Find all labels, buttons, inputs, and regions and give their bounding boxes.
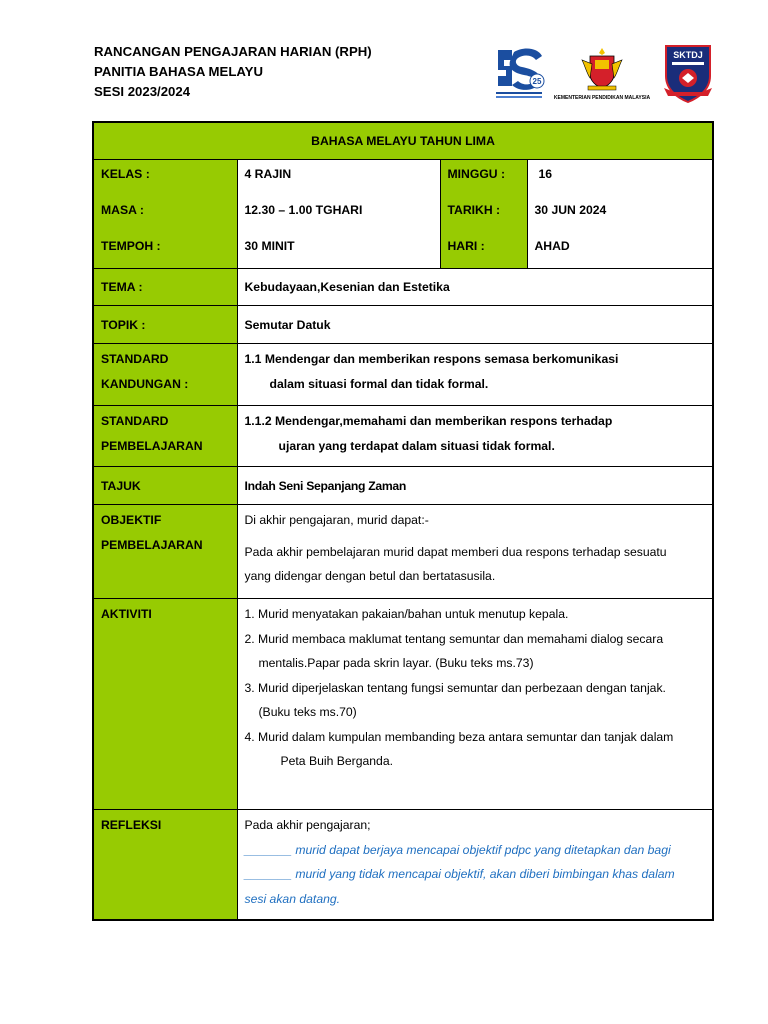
masa-value: 12.30 – 1.00 TGHARI: [244, 203, 363, 217]
logo-number: 25: [532, 77, 542, 86]
standard-pembelajaran-label: [93, 406, 237, 467]
sp-value-line2: ujaran yang terdapat dalam situasi tidak formal.: [278, 438, 555, 453]
objektif-line1: Di akhir pengajaran, murid dapat:-: [244, 513, 429, 527]
school-badge: [658, 44, 718, 109]
objektif-label-line2: PEMBELAJARAN: [101, 537, 203, 552]
info-values-cell-2: [527, 160, 713, 269]
logo-strip: [490, 44, 718, 102]
tajuk-label: TAJUK: [93, 467, 237, 505]
masa-label: MASA :: [101, 203, 144, 217]
sk-value-line1: 1.1 Mendengar dan memberikan respons semasa berkomunikasi: [244, 352, 619, 366]
sp-label-line1: STANDARD: [101, 414, 169, 428]
sp-label-line2: PEMBELAJARAN: [101, 438, 203, 453]
kelas-label: KELAS :: [101, 167, 150, 181]
header-session: SESI 2023/2024: [94, 84, 191, 99]
aktiviti-label: [93, 599, 237, 810]
hari-value: AHAD: [534, 239, 570, 253]
aktiviti-label-text: AKTIVITI: [101, 607, 152, 621]
minggu-value: 16: [538, 167, 553, 181]
aktiviti-item-4: 4. Murid dalam kumpulan membanding beza antara semuntar dan tanjak dalam: [244, 729, 674, 744]
aktiviti-item-2: 2. Murid membaca maklumat tentang semuntar dan memahami dialog secara: [244, 631, 664, 646]
document-header: [94, 42, 372, 102]
info-labels-cell: [93, 160, 237, 269]
anniversary-logo: [492, 44, 546, 105]
refleksi-intro: Pada akhir pengajaran;: [244, 818, 371, 832]
ministry-caption: KEMENTERIAN PENDIDIKAN MALAYSIA: [553, 95, 651, 101]
objektif-label-line1: OBJEKTIF: [101, 513, 162, 527]
aktiviti-item-1: 1. Murid menyatakan pakaian/bahan untuk menutup kepala.: [244, 607, 569, 621]
aktiviti-item-3-cont: (Buku teks ms.70): [258, 705, 357, 719]
tempoh-value: 30 MINIT: [244, 239, 295, 253]
standard-pembelajaran-value: [237, 406, 713, 467]
refleksi-label: [93, 810, 237, 920]
info-labels-cell-2: [440, 160, 527, 269]
refleksi-line3: sesi akan datang.: [244, 891, 341, 906]
info-values-cell: [237, 160, 440, 269]
standard-kandungan-value: [237, 344, 713, 406]
objektif-value: [237, 505, 713, 599]
school-badge-text: SKTDJ: [673, 50, 703, 60]
refleksi-value: [237, 810, 713, 920]
objektif-line2: Pada akhir pembelajaran murid dapat memberi dua respons terhadap sesuatu: [244, 544, 667, 559]
sk-value-line2: dalam situasi formal dan tidak formal.: [269, 376, 489, 391]
topik-value: Semutar Datuk: [237, 306, 713, 344]
tema-value: Kebudayaan,Kesenian dan Estetika: [237, 269, 713, 306]
sk-label-line2: KANDUNGAN :: [101, 376, 189, 391]
table-title: BAHASA MELAYU TAHUN LIMA: [93, 122, 713, 160]
header-title: RANCANGAN PENGAJARAN HARIAN (RPH): [94, 44, 372, 59]
objektif-line3: yang didengar dengan betul dan bertatasusila.: [244, 569, 496, 583]
lesson-plan-table: [92, 121, 714, 921]
tajuk-value: Indah Seni Sepanjang Zaman: [237, 467, 713, 505]
kelas-value: 4 RAJIN: [244, 167, 292, 181]
aktiviti-item-2-cont: mentalis.Papar pada skrin layar. (Buku teks ms.73): [258, 656, 534, 670]
topik-label: TOPIK :: [93, 306, 237, 344]
sp-value-line1: 1.1.2 Mendengar,memahami dan memberikan respons terhadap: [244, 414, 613, 428]
ministry-crest: [552, 46, 652, 107]
aktiviti-value: [237, 599, 713, 810]
sk-label-line1: STANDARD: [101, 352, 169, 366]
standard-kandungan-label: [93, 344, 237, 406]
refleksi-label-text: REFLEKSI: [101, 818, 162, 832]
tarikh-label: TARIKH :: [447, 203, 501, 217]
minggu-label: MINGGU :: [447, 167, 506, 181]
tempoh-label: TEMPOH :: [101, 239, 161, 253]
refleksi-line1: _______ murid dapat berjaya mencapai objektif pdpc yang ditetapkan dan bagi: [244, 842, 671, 857]
header-panel: PANITIA BAHASA MELAYU: [94, 64, 264, 79]
objektif-label: [93, 505, 237, 599]
aktiviti-item-4-cont: Peta Buih Berganda.: [280, 754, 393, 768]
tarikh-value: 30 JUN 2024: [534, 203, 607, 217]
hari-label: HARI :: [447, 239, 485, 253]
refleksi-line2: _______ murid yang tidak mencapai objektif, akan diberi bimbingan khas dalam: [244, 867, 675, 881]
tema-label: TEMA :: [93, 269, 237, 306]
aktiviti-item-3: 3. Murid diperjelaskan tentang fungsi semuntar dan perbezaan dengan tanjak.: [244, 680, 666, 695]
